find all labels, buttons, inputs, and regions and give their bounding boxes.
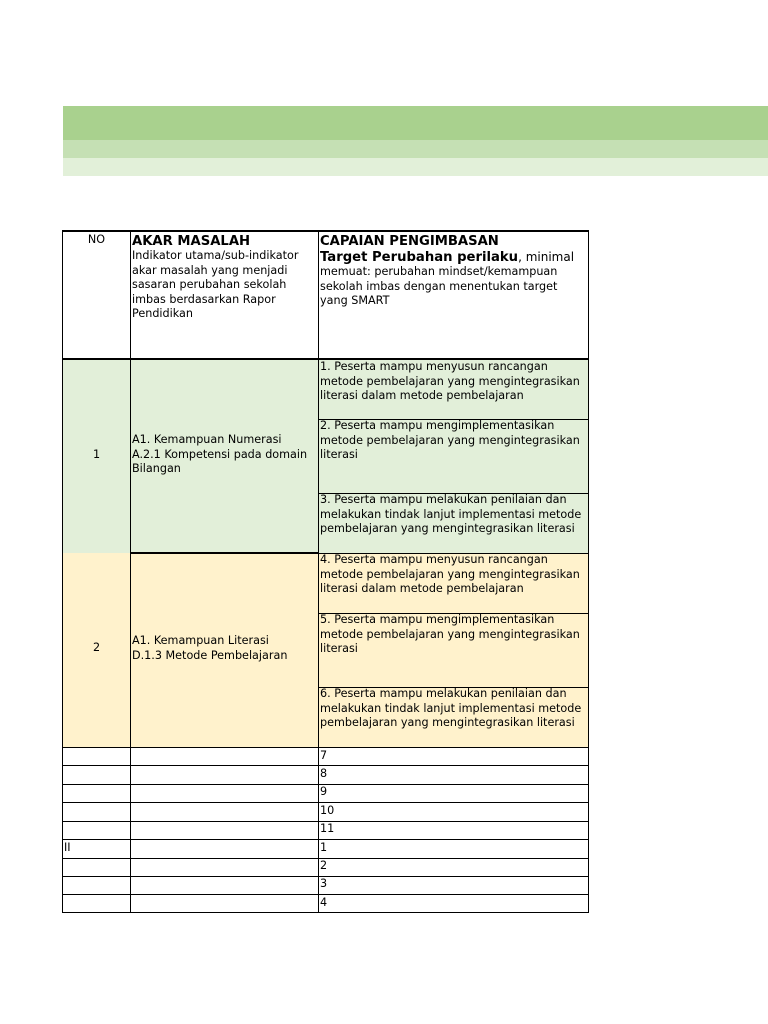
table-border-left	[62, 230, 63, 913]
table-border-col2	[318, 230, 319, 913]
header-target-rest: , minimal	[518, 250, 575, 264]
group-1-item-2: 2. Peserta mampu mengimplementasikan metode pembelajaran yang mengintegrasikan literasi	[320, 419, 580, 461]
group-1-no: 1	[92, 448, 101, 461]
header-band-dark	[63, 106, 768, 140]
group-2-item-3: 6. Peserta mampu melakukan penilaian dan melakukan tindak lanjut implementasi metode pembelajaran yang mengintegrasikan literasi	[320, 687, 582, 729]
group-2-item-2: 5. Peserta mampu mengimplementasikan metode pembelajaran yang mengintegrasikan literasi	[320, 613, 580, 655]
extra-row-capaian: 10	[320, 804, 335, 817]
extra-row-capaian: 3	[320, 877, 328, 890]
header-capaian-desc: memuat: perubahan mindset/kemampuan sekolah imbas dengan menentukan target yang SMART	[320, 265, 558, 307]
row-border	[62, 839, 589, 840]
table-border-col1	[130, 230, 131, 913]
extra-row-capaian: 9	[320, 785, 328, 798]
row-border	[62, 765, 589, 766]
extra-row-capaian: 11	[320, 822, 335, 835]
extra-row-capaian: 8	[320, 767, 328, 780]
group-2-no: 2	[92, 641, 101, 654]
group-2-item-1: 4. Peserta mampu menyusun rancangan metode pembelajaran yang mengintegrasikan literasi dalam metode pembelajaran	[320, 553, 580, 595]
group-1-akar: A1. Kemampuan Numerasi A.2.1 Kompetensi pada domain Bilangan	[132, 433, 308, 475]
header-target-bold: Target Perubahan perilaku	[320, 250, 519, 265]
row-border	[62, 894, 589, 895]
extra-row-capaian: 2	[320, 859, 328, 872]
group-1-bottom-akar	[130, 552, 319, 554]
header-capaian-title: CAPAIAN PENGIMBASAN	[320, 234, 499, 249]
extra-row-capaian: 4	[320, 896, 328, 909]
group-2-bottom-border	[62, 747, 589, 748]
extra-row-capaian: 7	[320, 749, 328, 762]
header-no: NO	[87, 233, 106, 246]
extra-row-no: II	[64, 841, 71, 854]
header-akar-desc: Indikator utama/sub-indikator akar masalah yang menjadi sasaran perubahan sekolah imbas berdasarkan Rapor Pendidikan	[132, 249, 299, 320]
table-border-top	[62, 230, 589, 232]
header-akar-title: AKAR MASALAH	[132, 234, 251, 249]
row-border	[62, 802, 589, 803]
header-band-mid	[63, 140, 768, 158]
group-2-akar: A1. Kemampuan Literasi D.1.3 Metode Pembelajaran	[132, 634, 288, 662]
header-target-line	[320, 250, 588, 266]
table-border-bottom	[62, 912, 589, 913]
table-border-right	[588, 230, 589, 913]
group-1-item-1: 1. Peserta mampu menyusun rancangan metode pembelajaran yang mengintegrasikan literasi dalam metode pembelajaran	[320, 360, 580, 402]
extra-row-capaian: 1	[320, 841, 328, 854]
header-band-light	[63, 158, 768, 176]
group-1-item-3: 3. Peserta mampu melakukan penilaian dan melakukan tindak lanjut implementasi metode pembelajaran yang mengintegrasikan literasi	[320, 493, 582, 535]
